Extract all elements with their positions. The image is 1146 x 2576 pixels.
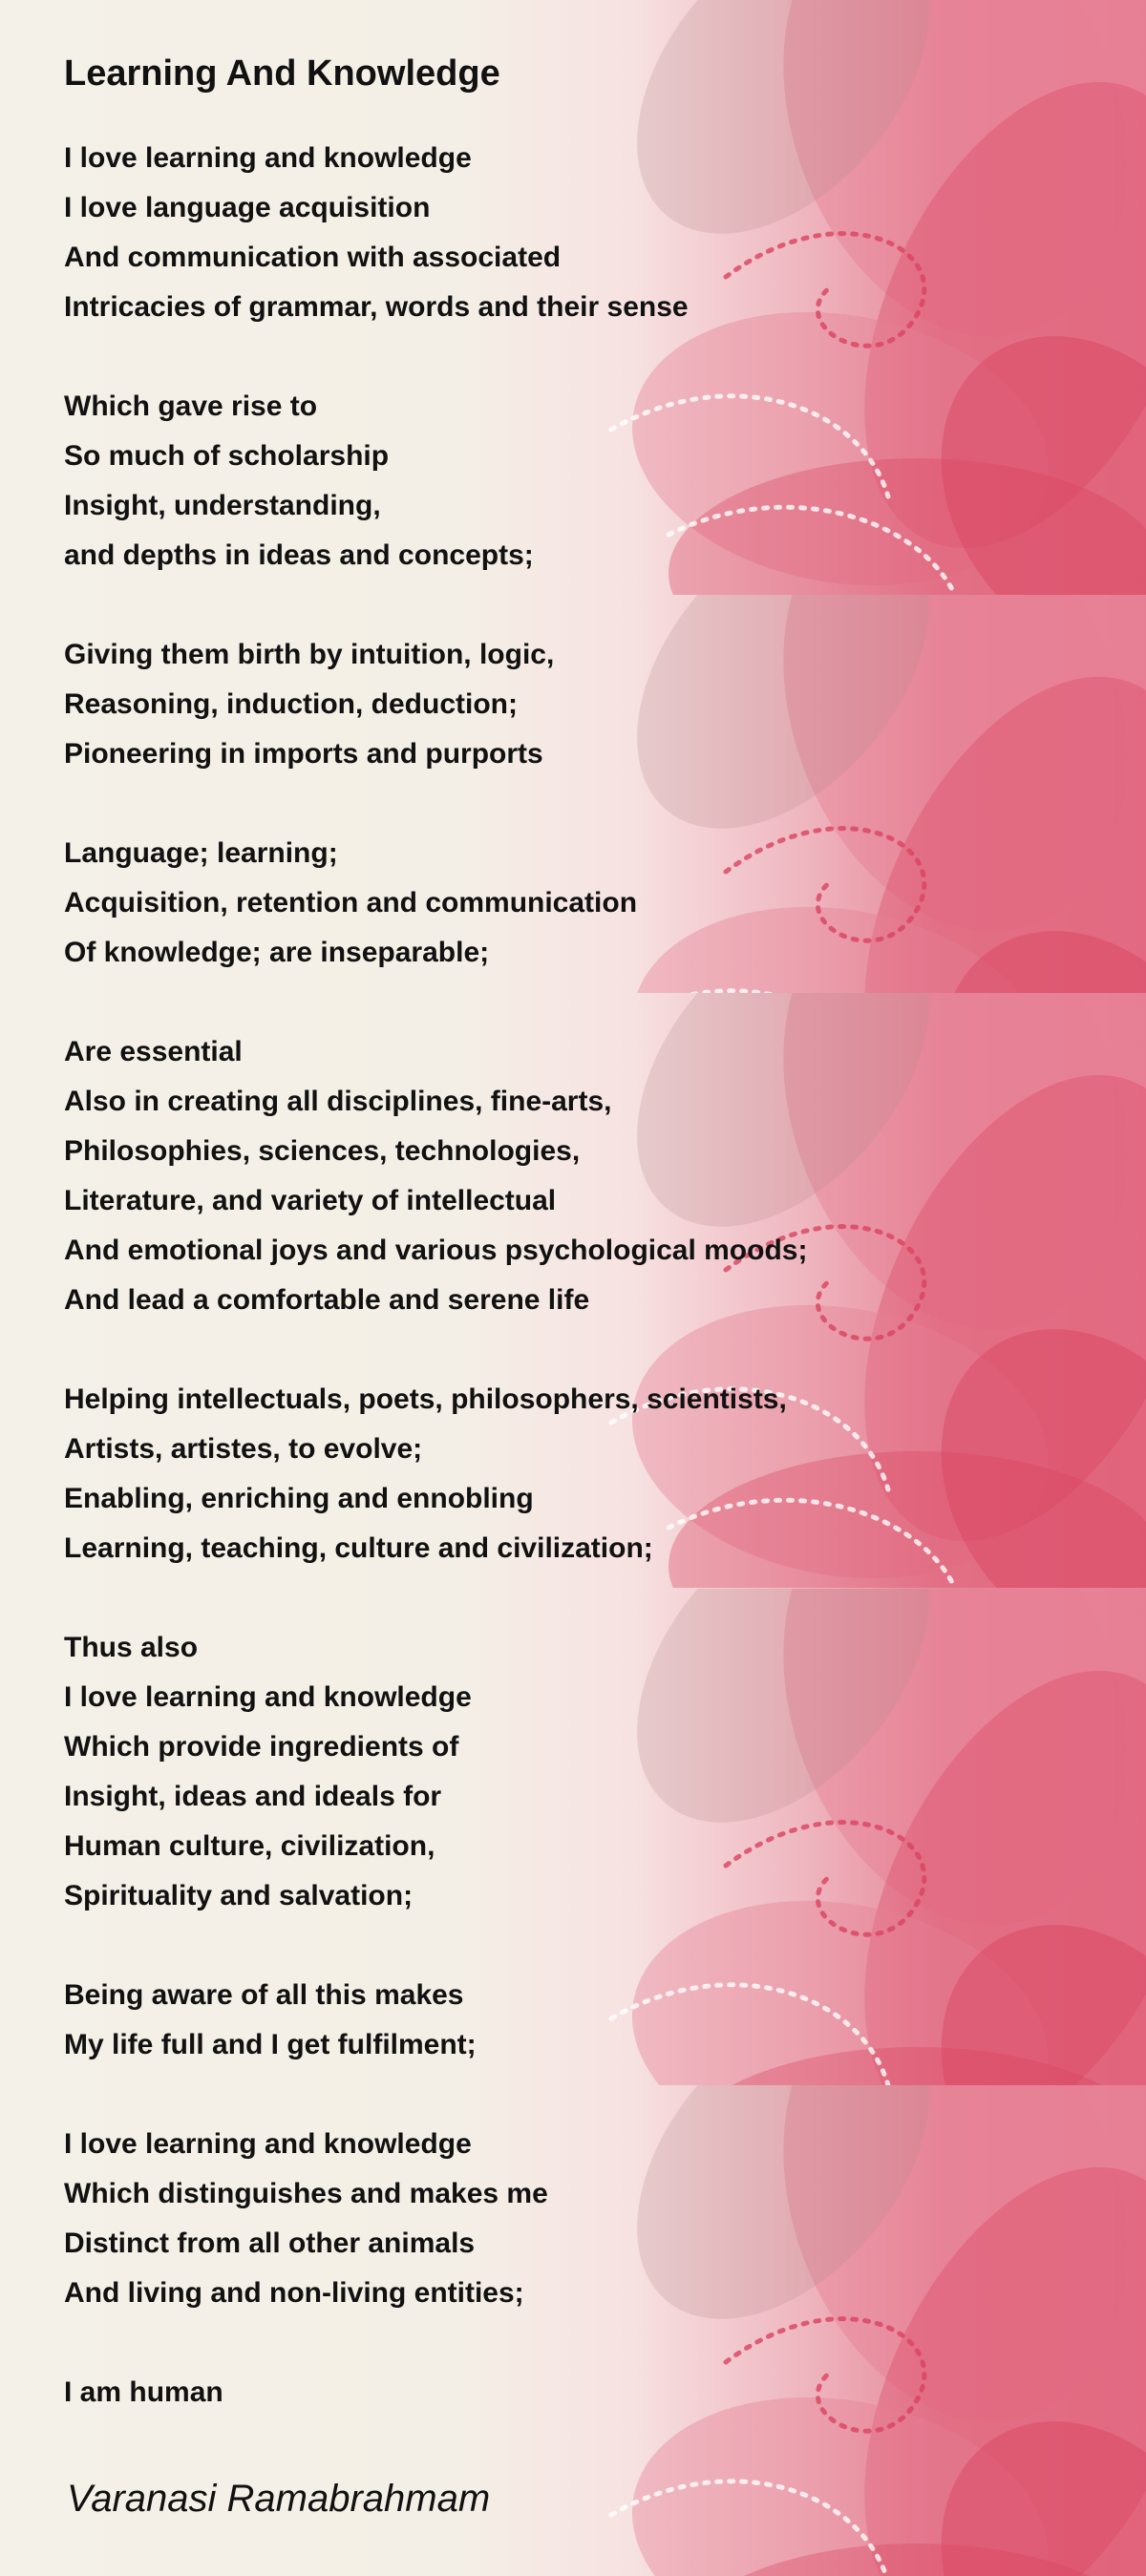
poem-line: Also in creating all disciplines, fine-arts, — [64, 1086, 612, 1117]
poem-line: Acquisition, retention and communication — [64, 887, 638, 918]
poem-line: And communication with associated — [64, 242, 562, 273]
poem-line: I love language acquisition — [64, 192, 431, 223]
poem-line: and depths in ideas and concepts; — [64, 539, 534, 571]
poem-line: My life full and I get fulfilment; — [64, 2029, 477, 2060]
stanza-2 — [64, 382, 1095, 581]
stanza-1 — [64, 134, 1095, 332]
poem-line: And living and non-living entities; — [64, 2277, 524, 2309]
poem-line: Philosophies, sciences, technologies, — [64, 1135, 581, 1167]
poem-line: Human culture, civilization, — [64, 1830, 435, 1862]
poem-line: Being aware of all this makes — [64, 1979, 464, 2011]
stanza-9 — [64, 2120, 1095, 2318]
poem-author: Varanasi Ramabrahmam — [67, 2478, 491, 2520]
poem-line: Helping intellectuals, poets, philosophers, scientists, — [64, 1383, 787, 1415]
poem-line: Literature, and variety of intellectual — [64, 1185, 557, 1216]
poem-line: Insight, understanding, — [64, 490, 381, 521]
poem-line: Which provide ingredients of — [64, 1731, 459, 1763]
poem-line: Language; learning; — [64, 837, 338, 869]
poem-title: Learning And Knowledge — [64, 53, 500, 94]
poem-line: I love learning and knowledge — [64, 2128, 472, 2160]
poem-line: Which gave rise to — [64, 391, 318, 422]
stanza-7 — [64, 1623, 1095, 1921]
poem-line: And lead a comfortable and serene life — [64, 1284, 590, 1316]
poem-line: Which distinguishes and makes me — [64, 2178, 548, 2209]
stanza-3 — [64, 630, 1095, 779]
poem-container — [64, 48, 1095, 2467]
poem-line: And emotional joys and various psychological moods; — [64, 1235, 808, 1266]
poem-line: Artists, artistes, to evolve; — [64, 1433, 423, 1465]
poem-line: Pioneering in imports and purports — [64, 738, 543, 770]
poem-line: I am human — [64, 2376, 223, 2408]
stanza-4 — [64, 829, 1095, 978]
stanza-10 — [64, 2368, 1095, 2418]
stanza-5 — [64, 1027, 1095, 1325]
stanza-6 — [64, 1375, 1095, 1573]
poem-line: I love learning and knowledge — [64, 1681, 472, 1713]
poem-line: Distinct from all other animals — [64, 2228, 476, 2259]
poem-line: I love learning and knowledge — [64, 142, 472, 174]
poem-line: Spirituality and salvation; — [64, 1880, 414, 1911]
poem-line: Insight, ideas and ideals for — [64, 1781, 442, 1812]
poem-line: Learning, teaching, culture and civilization; — [64, 1532, 653, 1564]
poem-line: Giving them birth by intuition, logic, — [64, 639, 555, 670]
poem-line: Enabling, enriching and ennobling — [64, 1483, 534, 1514]
poem-line: So much of scholarship — [64, 440, 390, 472]
poem-line: Thus also — [64, 1632, 199, 1663]
poem-line: Are essential — [64, 1036, 243, 1067]
poem-line: Intricacies of grammar, words and their sense — [64, 291, 689, 323]
poem-line: Of knowledge; are inseparable; — [64, 937, 490, 968]
stanza-8 — [64, 1971, 1095, 2070]
poem-line: Reasoning, induction, deduction; — [64, 688, 518, 720]
